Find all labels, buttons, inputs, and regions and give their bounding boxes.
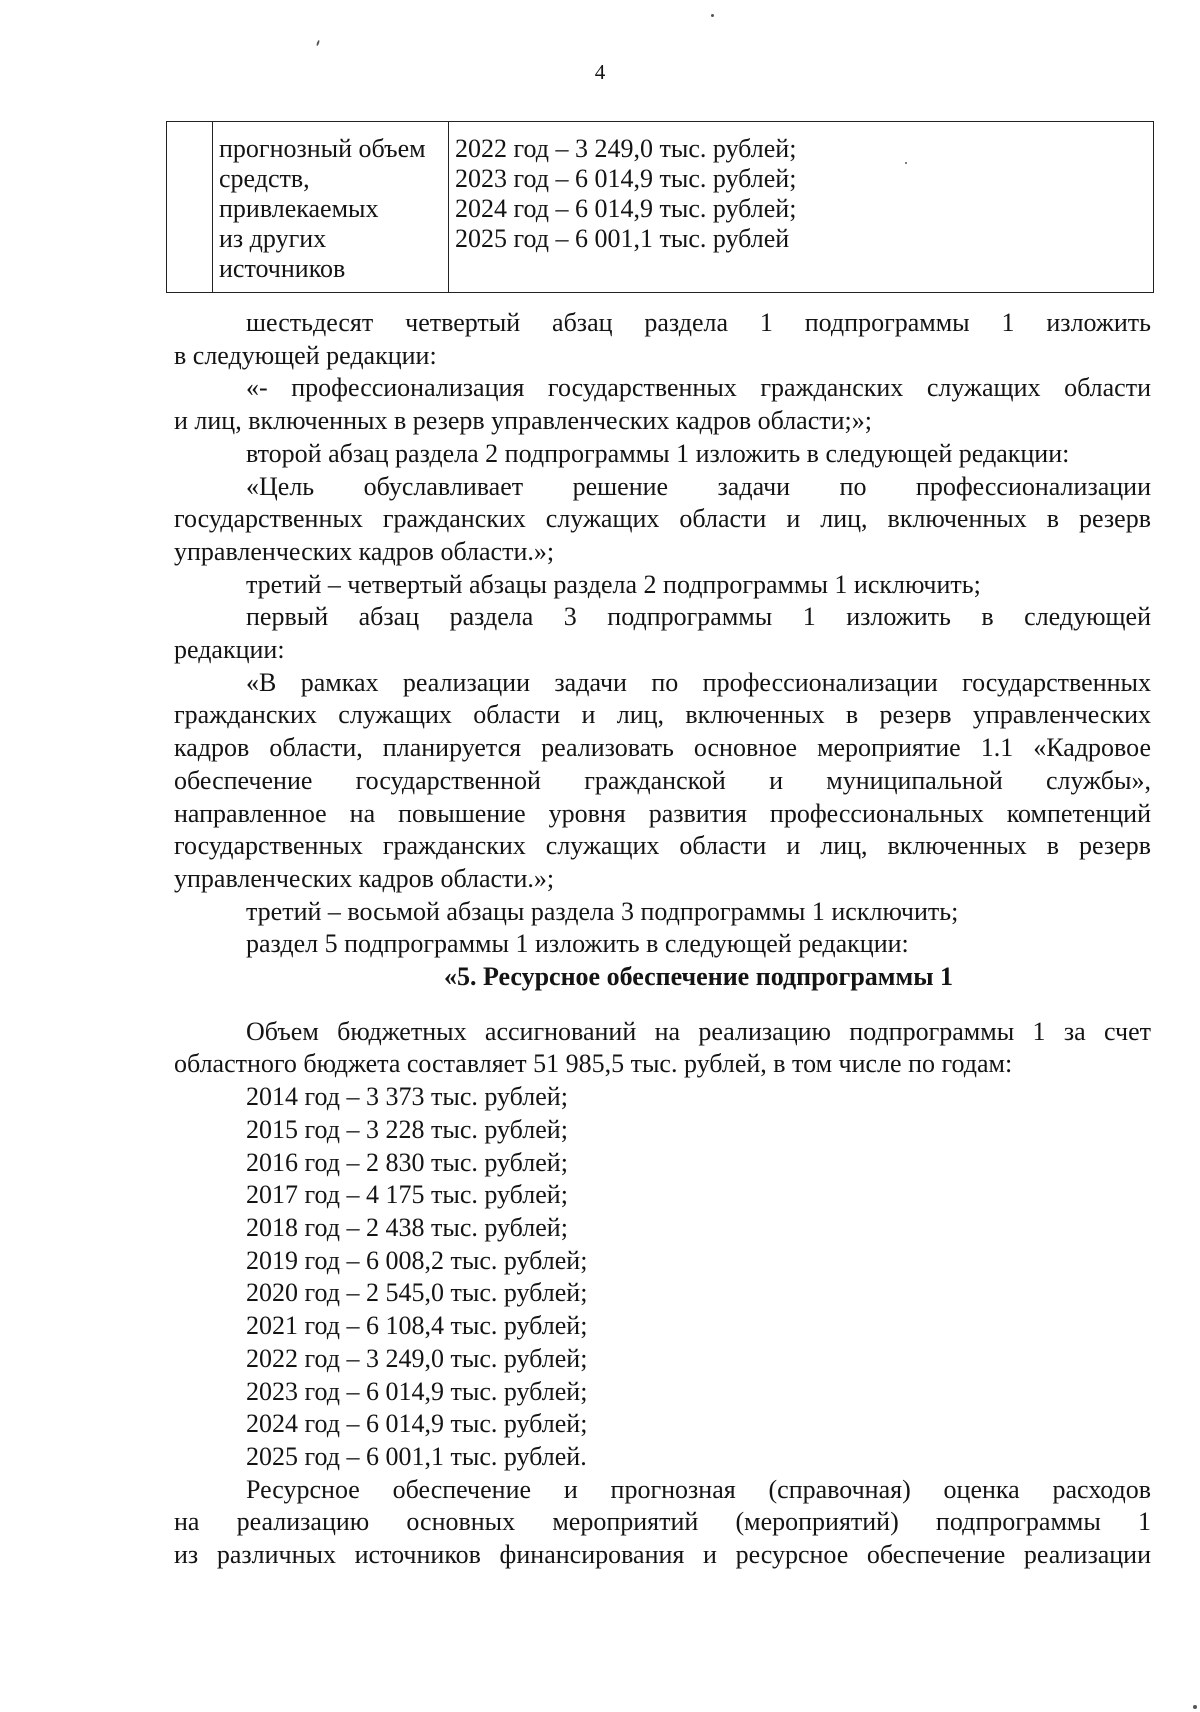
paragraph-line: областного бюджета составляет 51 985,5 тыс. рублей, в том числе по годам: <box>174 1049 1013 1079</box>
paragraph-line: государственных гражданских служащих области и лиц, включенных в резерв <box>174 831 1151 861</box>
list-item: 2015 год – 3 228 тыс. рублей; <box>246 1114 568 1144</box>
scan-speck <box>316 40 320 46</box>
list-item: 2021 год – 6 108,4 тыс. рублей; <box>246 1311 588 1341</box>
scan-speck <box>905 162 907 164</box>
page-number: 4 <box>594 60 606 84</box>
label-line: из других <box>219 224 327 253</box>
label-line: источников <box>219 254 346 283</box>
paragraph-line: управленческих кадров области.»; <box>174 536 555 566</box>
spacer <box>174 994 1151 1016</box>
value-line: 2025 год – 6 001,1 тыс. рублей <box>455 224 790 253</box>
paragraph-line: «В рамках реализации задачи по профессионализации государственных <box>246 667 1151 697</box>
paragraph-line: раздел 5 подпрограммы 1 изложить в следующей редакции: <box>246 929 909 959</box>
table-row <box>167 122 1154 293</box>
paragraph-line: направленное на повышение уровня развития профессиональных компетенций <box>174 798 1151 828</box>
paragraph-line: шестьдесят четвертый абзац раздела 1 подпрограммы 1 изложить <box>246 308 1151 337</box>
paragraph-line: Ресурсное обеспечение и прогнозная (справочная) оценка расходов <box>246 1474 1151 1504</box>
list-item: 2024 год – 6 014,9 тыс. рублей; <box>246 1409 588 1439</box>
paragraph-line: и лиц, включенных в резерв управленческих кадров области;»; <box>174 406 872 436</box>
paragraph-line: в следующей редакции: <box>174 340 437 370</box>
scan-speck <box>1193 1705 1197 1709</box>
table-cell-label <box>213 122 449 293</box>
list-item: 2020 год – 2 545,0 тыс. рублей; <box>246 1278 588 1308</box>
table-cell-values <box>449 122 1154 293</box>
paragraph-line: редакции: <box>174 635 285 665</box>
list-item: 2017 год – 4 175 тыс. рублей; <box>246 1180 568 1210</box>
value-line: 2023 год – 6 014,9 тыс. рублей; <box>455 164 797 193</box>
paragraph-line: первый абзац раздела 3 подпрограммы 1 изложить в следующей <box>246 602 1151 632</box>
paragraph-line: третий – четвертый абзацы раздела 2 подпрограммы 1 исключить; <box>246 569 981 599</box>
paragraph-line: третий – восьмой абзацы раздела 3 подпрограммы 1 исключить; <box>246 896 959 926</box>
label-line: средств, <box>219 164 310 193</box>
paragraph-line: второй абзац раздела 2 подпрограммы 1 изложить в следующей редакции: <box>246 438 1070 468</box>
year-list <box>174 1081 1151 1473</box>
list-item: 2022 год – 3 249,0 тыс. рублей; <box>246 1343 588 1373</box>
table-cell-blank <box>167 122 213 293</box>
list-item: 2023 год – 6 014,9 тыс. рублей; <box>246 1376 588 1406</box>
paragraph-line: гражданских служащих области и лиц, включенных в резерв управленческих <box>174 700 1151 730</box>
section-heading: «5. Ресурсное обеспечение подпрограммы 1 <box>443 962 954 992</box>
paragraph-line: «Цель обуславливает решение задачи по профессионализации <box>246 471 1151 501</box>
list-item: 2025 год – 6 001,1 тыс. рублей. <box>246 1441 587 1471</box>
list-item: 2016 год – 2 830 тыс. рублей; <box>246 1147 568 1177</box>
resource-table-grid <box>166 121 1154 293</box>
paragraph-line: «- профессионализация государственных гражданских служащих области <box>246 373 1151 403</box>
paragraph-line: государственных гражданских служащих области и лиц, включенных в резерв <box>174 504 1151 534</box>
paragraph-line: управленческих кадров области.»; <box>174 863 555 893</box>
label-line: прогнозный объем <box>219 134 426 163</box>
value-line: 2024 год – 6 014,9 тыс. рублей; <box>455 194 797 223</box>
paragraph-line: обеспечение государственной гражданской и муниципальной службы», <box>174 765 1151 795</box>
list-item: 2019 год – 6 008,2 тыс. рублей; <box>246 1245 588 1275</box>
value-line: 2022 год – 3 249,0 тыс. рублей; <box>455 134 797 163</box>
list-item: 2014 год – 3 373 тыс. рублей; <box>246 1082 568 1112</box>
scan-speck <box>711 14 714 17</box>
document-body <box>174 307 1151 1572</box>
paragraph-line: из различных источников финансирования и ресурсное обеспечение реализации <box>174 1540 1151 1570</box>
paragraph-line: на реализацию основных мероприятий (мероприятий) подпрограммы 1 <box>174 1507 1151 1537</box>
paragraph-line: Объем бюджетных ассигнований на реализацию подпрограммы 1 за счет <box>246 1016 1151 1046</box>
paragraph-line: кадров области, планируется реализовать основное мероприятие 1.1 «Кадровое <box>174 733 1151 763</box>
resource-table <box>166 121 1154 293</box>
list-item: 2018 год – 2 438 тыс. рублей; <box>246 1212 568 1242</box>
label-line: привлекаемых <box>219 194 379 223</box>
